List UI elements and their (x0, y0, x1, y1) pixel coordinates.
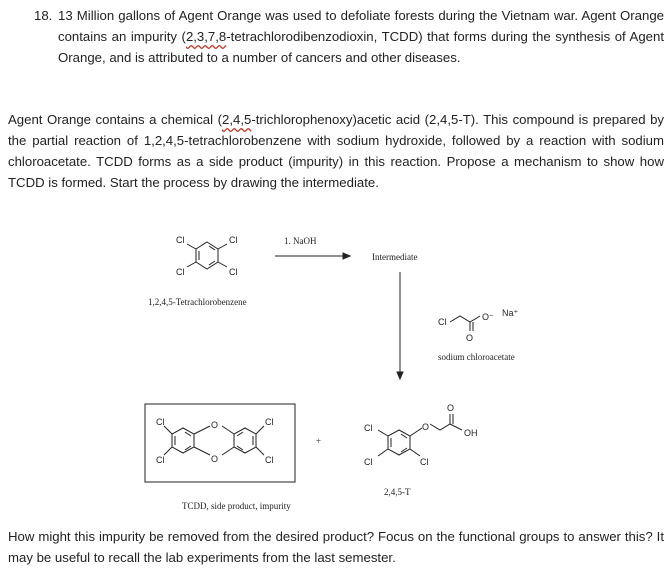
na-plus-label: Na⁺ (502, 308, 519, 318)
cl-label: Cl (364, 423, 373, 433)
intro-wavy-text: 2,3,7,8 (185, 29, 227, 44)
cl-label: Cl (265, 417, 274, 427)
cl-label: Cl (156, 417, 165, 427)
followup-question: How might this impurity be removed from the desired product? Focus on the functional groups to answer this? It may be useful to recall the lab experiments from the last semester. (8, 529, 664, 565)
arrowhead-1 (343, 253, 350, 259)
tcdd-structure (164, 426, 264, 455)
product-label: 2,4,5-T (384, 487, 411, 497)
chloroacetate-label: sodium chloroacetate (438, 352, 515, 362)
intro-text-1: 13 Million gallons of Agent Orange was used to defoliate forests during the Vietnam war. Agent Orange contains an impurity ( (58, 8, 664, 44)
o-label: O (211, 454, 219, 464)
intro-text-2: -tetrachlorodibenzodioxin, TCDD) that forms during the synthesis of Agent Orange, and is attributed to a number of cancers and other diseases. (58, 29, 664, 65)
side-product-label: TCDD, side product, impurity (182, 501, 291, 511)
cl-label: Cl (176, 267, 185, 277)
245t-structure (378, 414, 462, 456)
question-number: 18. (34, 8, 53, 23)
cl-label: Cl (438, 317, 447, 327)
cl-label: Cl (176, 235, 185, 245)
o-label: O (211, 420, 219, 430)
cl-label: Cl (265, 455, 274, 465)
reagent-label: 1. NaOH (284, 236, 317, 246)
intermediate-label: Intermediate (372, 252, 418, 262)
o-minus-label: O⁻ (482, 312, 494, 322)
o-label: O (422, 422, 430, 432)
cl-label: Cl (156, 455, 165, 465)
plus-sign: + (316, 436, 322, 446)
cl-label: Cl (364, 457, 373, 467)
body-text-2: -trichlorophenoxy)acetic acid (2,4,5-T). This compound is prepared by the partial reaction of 1,2,4,5-tetrachlorobenzene with sodium hydroxide, followed by a reaction with sodium chloroacetate. TCDD forms as a side product (impurity) in this reaction. Propose a mechanism to show how TCDD is formed. Start the process by drawing the intermediate. (8, 112, 664, 190)
cl-label: Cl (229, 267, 238, 277)
body-text-1: Agent Orange contains a chemical ( (8, 112, 222, 127)
start-material-label: 1,2,4,5-Tetrachlorobenzene (148, 297, 247, 307)
cl-label: Cl (229, 235, 238, 245)
body-wavy-text: 2,4,5 (222, 112, 252, 127)
tcdd-box (145, 404, 295, 482)
o-label: O (447, 403, 455, 413)
o-label: O (466, 333, 474, 343)
oh-label: OH (464, 428, 478, 438)
cl-label: Cl (420, 457, 429, 467)
chloroacetate-structure (450, 316, 480, 331)
arrowhead-2 (397, 372, 403, 379)
tetrachlorobenzene-structure (187, 242, 227, 269)
